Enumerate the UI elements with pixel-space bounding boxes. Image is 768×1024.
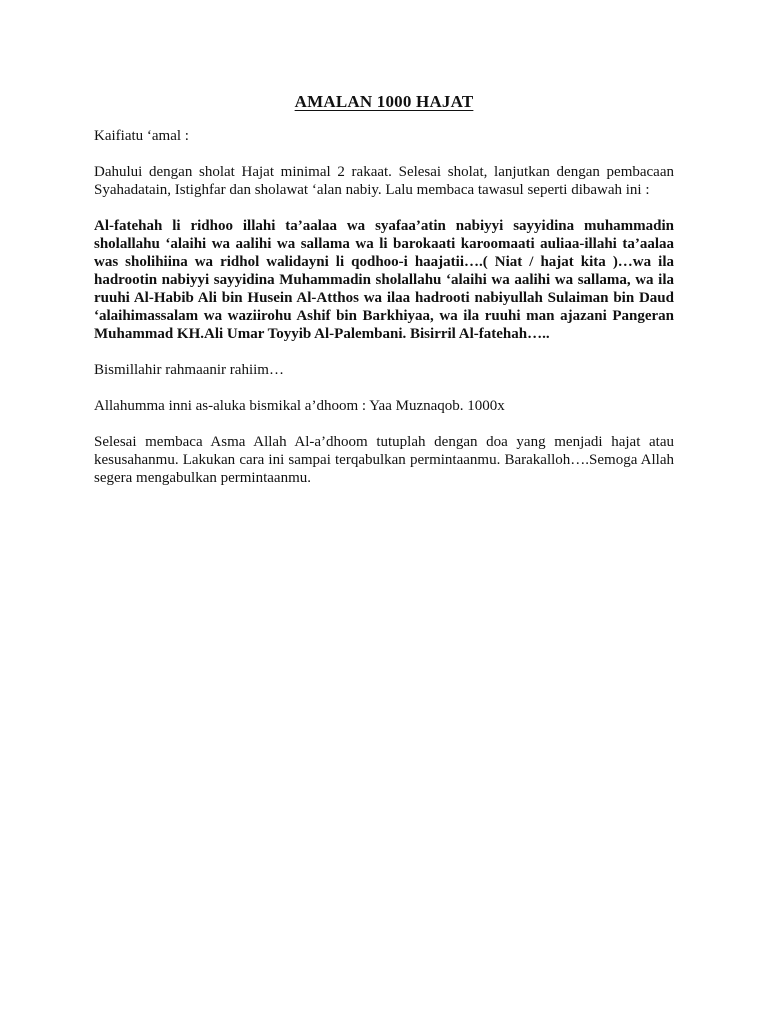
document-title: AMALAN 1000 HAJAT [294,92,474,111]
paragraph-allahumma: Allahumma inni as-aluka bismikal a’dhoom : Yaa Muznaqob. 1000x [94,398,505,414]
paragraph-alfatehah: Al-fatehah li ridhoo illahi ta’aalaa wa syafaa’atin nabiyyi sayyidina muhammadin sholallahu ‘alaihi wa aalihi wa sallama wa li barokaati karoomaati auliaa-illahi ta’aalaa was sholihiina wa ridhol walidayni li qodhoo-i haajatii….( Niat / hajat kita )…wa ila hadrootin nabiyyi sayyidina Muhammadin sholallahu ‘alaihi wa aalihi wa sallama, wa ila ruuhi Al-Habib Ali bin Husein Al-Atthos wa ilaa hadrooti nabiyullah Sulaiman bin Daud ‘alaihimassalam wa waziirohu Ashif bin Barkhiyaa, wa ila ruuhi man ajazani Pangeran Muhammad KH.Ali Umar Toyyib Al-Palembani. Bisirril Al-fatehah….. [94,218,674,342]
paragraph-dahului: Dahului dengan sholat Hajat minimal 2 rakaat. Selesai sholat, lanjutkan dengan pembacaan Syahadatain, Istighfar dan sholawat ‘alan nabiy. Lalu membaca tawasul seperti dibawah ini : [94,164,674,198]
paragraph-kaifiatu: Kaifiatu ‘amal : [94,128,189,144]
paragraph-selesai: Selesai membaca Asma Allah Al-a’dhoom tutuplah dengan doa yang menjadi hajat atau kesusahanmu. Lakukan cara ini sampai terqabulkan permintaanmu. Barakalloh….Semoga Allah segera mengabulkan permintaanmu. [94,434,674,486]
document-body [94,127,674,505]
paragraph-bismillah: Bismillahir rahmaanir rahiim… [94,362,284,378]
